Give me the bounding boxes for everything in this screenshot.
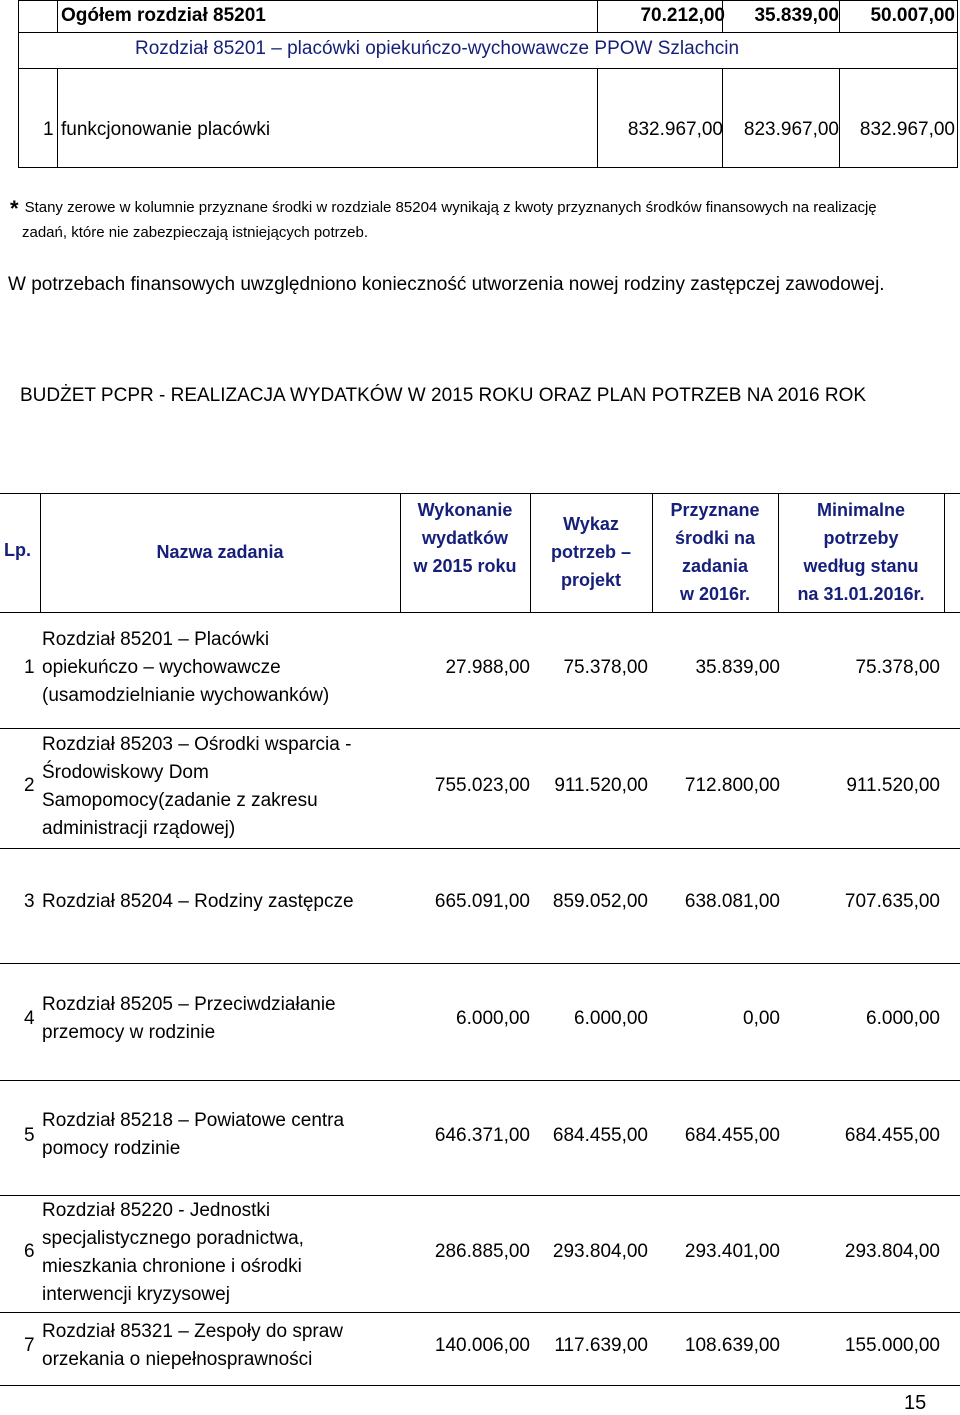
row-number: 1 (24, 657, 35, 678)
value-project: 911.520,00 (554, 775, 648, 796)
value-granted: 108.639,00 (684, 1335, 780, 1356)
header-line: środki na (674, 528, 756, 548)
col-divider (597, 1, 598, 32)
section-heading: BUDŻET PCPR - REALIZACJA WYDATKÓW W 2015 ROKU ORAZ PLAN POTRZEB NA 2016 ROK (20, 385, 867, 406)
header-line: Wykaz (563, 514, 619, 534)
value-project: 684.455,00 (552, 1125, 648, 1146)
name-line: (usamodzielnianie wychowanków) (42, 685, 330, 706)
row-name (42, 1197, 397, 1309)
name-line: interwencji kryzysowej (42, 1284, 230, 1305)
value-minimum: 684.455,00 (844, 1125, 940, 1146)
header-line: według stanu (803, 556, 919, 576)
row-name (42, 991, 397, 1047)
value-minimum: 293.804,00 (844, 1241, 940, 1262)
name-line: Rozdział 85321 – Zespoły do spraw (42, 1321, 344, 1342)
name-line: Rozdział 85201 – Placówki (42, 629, 270, 650)
header-line: potrzeb – (550, 542, 631, 562)
value-project: 117.639,00 (554, 1335, 648, 1356)
header-name: Nazwa zadania (156, 542, 284, 562)
row-divider (0, 963, 960, 964)
value-project: 293.804,00 (552, 1241, 648, 1262)
name-line: Rozdział 85205 – Przeciwdziałanie (42, 994, 336, 1015)
value-granted: 712.800,00 (684, 775, 780, 796)
col-divider (944, 493, 945, 612)
value-granted: 0,00 (743, 1008, 780, 1029)
name-line: mieszkania chronione i ośrodki (42, 1256, 302, 1277)
row-name (42, 731, 397, 843)
section-title: Rozdział 85201 – placówki opiekuńczo-wychowawcze PPOW Szlachcin (135, 38, 740, 59)
header-line: Wykonanie (417, 500, 513, 520)
header-line: w 2015 roku (413, 556, 517, 576)
header-line: w 2016r. (679, 584, 751, 604)
value-minimum: 6.000,00 (866, 1008, 940, 1029)
value-2015: 665.091,00 (434, 891, 530, 912)
row-divider (19, 68, 957, 69)
col-divider (722, 68, 723, 168)
page-number: 15 (904, 1392, 927, 1414)
col-divider (597, 68, 598, 168)
col-divider (57, 68, 58, 168)
header-line: Przyznane (670, 500, 760, 520)
name-line: orzekania o niepełnosprawności (42, 1349, 313, 1370)
header-line: potrzeby (823, 528, 899, 548)
col-divider (839, 1, 840, 32)
table-border (0, 1385, 960, 1386)
row-number: 1 (43, 119, 54, 140)
row-number: 3 (24, 891, 35, 912)
row-number: 6 (24, 1241, 35, 1262)
name-line: Rozdział 85204 – Rodziny zastępcze (42, 891, 354, 912)
row-divider (19, 32, 957, 33)
header-col4 (778, 496, 944, 608)
value-2015: 755.023,00 (434, 775, 530, 796)
value-granted: 638.081,00 (684, 891, 780, 912)
header-line: projekt (560, 570, 621, 590)
value-minimum: 155.000,00 (844, 1335, 940, 1356)
name-line: specjalistycznego poradnictwa, (42, 1228, 304, 1249)
asterisk: * (10, 196, 19, 221)
value-project: 6.000,00 (574, 1008, 648, 1029)
header-col3 (652, 496, 778, 608)
top-table (18, 0, 958, 168)
header-col1 (400, 496, 530, 580)
name-line: pomocy rodzinie (42, 1138, 181, 1159)
row-name (42, 1107, 397, 1163)
name-line: opiekuńczo – wychowawcze (42, 657, 281, 678)
footnote-line: Stany zerowe w kolumnie przyznane środki w rozdziale 85204 wynikają z kwoty przyznanych środków finansowych na realizację (24, 199, 877, 216)
value-project: 75.378,00 (563, 657, 648, 678)
value-2015: 140.006,00 (434, 1335, 530, 1356)
row-number: 4 (24, 1008, 35, 1029)
total-value: 35.839,00 (754, 5, 839, 26)
value-minimum: 911.520,00 (846, 775, 940, 796)
total-label: Ogółem rozdział 85201 (61, 5, 266, 26)
header-line: zadania (681, 556, 749, 576)
col-divider (839, 68, 840, 168)
row-divider (0, 1312, 960, 1313)
footnote (10, 196, 930, 245)
name-line: administracji rządowej) (42, 818, 236, 839)
header-line: na 31.01.2016r. (797, 584, 925, 604)
name-line: Środowiskowy Dom (42, 762, 209, 783)
value-minimum: 75.378,00 (855, 657, 940, 678)
total-value: 70.212,00 (640, 5, 725, 26)
value-granted: 684.455,00 (684, 1125, 780, 1146)
row-name (42, 888, 397, 916)
row-divider (0, 1080, 960, 1081)
name-line: Rozdział 85220 - Jednostki (42, 1200, 271, 1221)
value-2015: 27.988,00 (445, 657, 530, 678)
row-divider (0, 1195, 960, 1196)
row-divider (0, 848, 960, 849)
value-2015: 6.000,00 (456, 1008, 530, 1029)
value-2015: 646.371,00 (434, 1125, 530, 1146)
header-lp: Lp. (4, 540, 31, 560)
row-number: 5 (24, 1125, 35, 1146)
row-value: 832.967,00 (859, 119, 955, 140)
row-divider (0, 612, 960, 613)
row-divider (0, 728, 960, 729)
value-project: 859.052,00 (552, 891, 648, 912)
header-col2 (530, 510, 652, 594)
value-granted: 293.401,00 (684, 1241, 780, 1262)
header-line: Minimalne (816, 500, 905, 520)
row-name (42, 626, 397, 710)
row-name: funkcjonowanie placówki (61, 119, 271, 140)
value-minimum: 707.635,00 (844, 891, 940, 912)
name-line: przemocy w rodzinie (42, 1022, 216, 1043)
name-line: Rozdział 85203 – Ośrodki wsparcia - (42, 734, 352, 755)
table-border (0, 493, 960, 494)
row-name (42, 1318, 397, 1374)
header-line: wydatków (421, 528, 509, 548)
row-number: 2 (24, 775, 35, 796)
col-divider (57, 1, 58, 32)
value-2015: 286.885,00 (434, 1241, 530, 1262)
row-value: 823.967,00 (743, 119, 839, 140)
footnote-line: zadań, które nie zabezpieczają istniejących potrzeb. (22, 224, 369, 241)
row-number: 7 (24, 1335, 35, 1356)
row-value: 832.967,00 (627, 119, 723, 140)
total-value: 50.007,00 (870, 5, 955, 26)
value-granted: 35.839,00 (695, 657, 780, 678)
paragraph: W potrzebach finansowych uwzględniono konieczność utworzenia nowej rodziny zastępczej zawodowej. (8, 274, 885, 295)
name-line: Rozdział 85218 – Powiatowe centra (42, 1110, 345, 1131)
name-line: Samopomocy(zadanie z zakresu (42, 790, 318, 811)
